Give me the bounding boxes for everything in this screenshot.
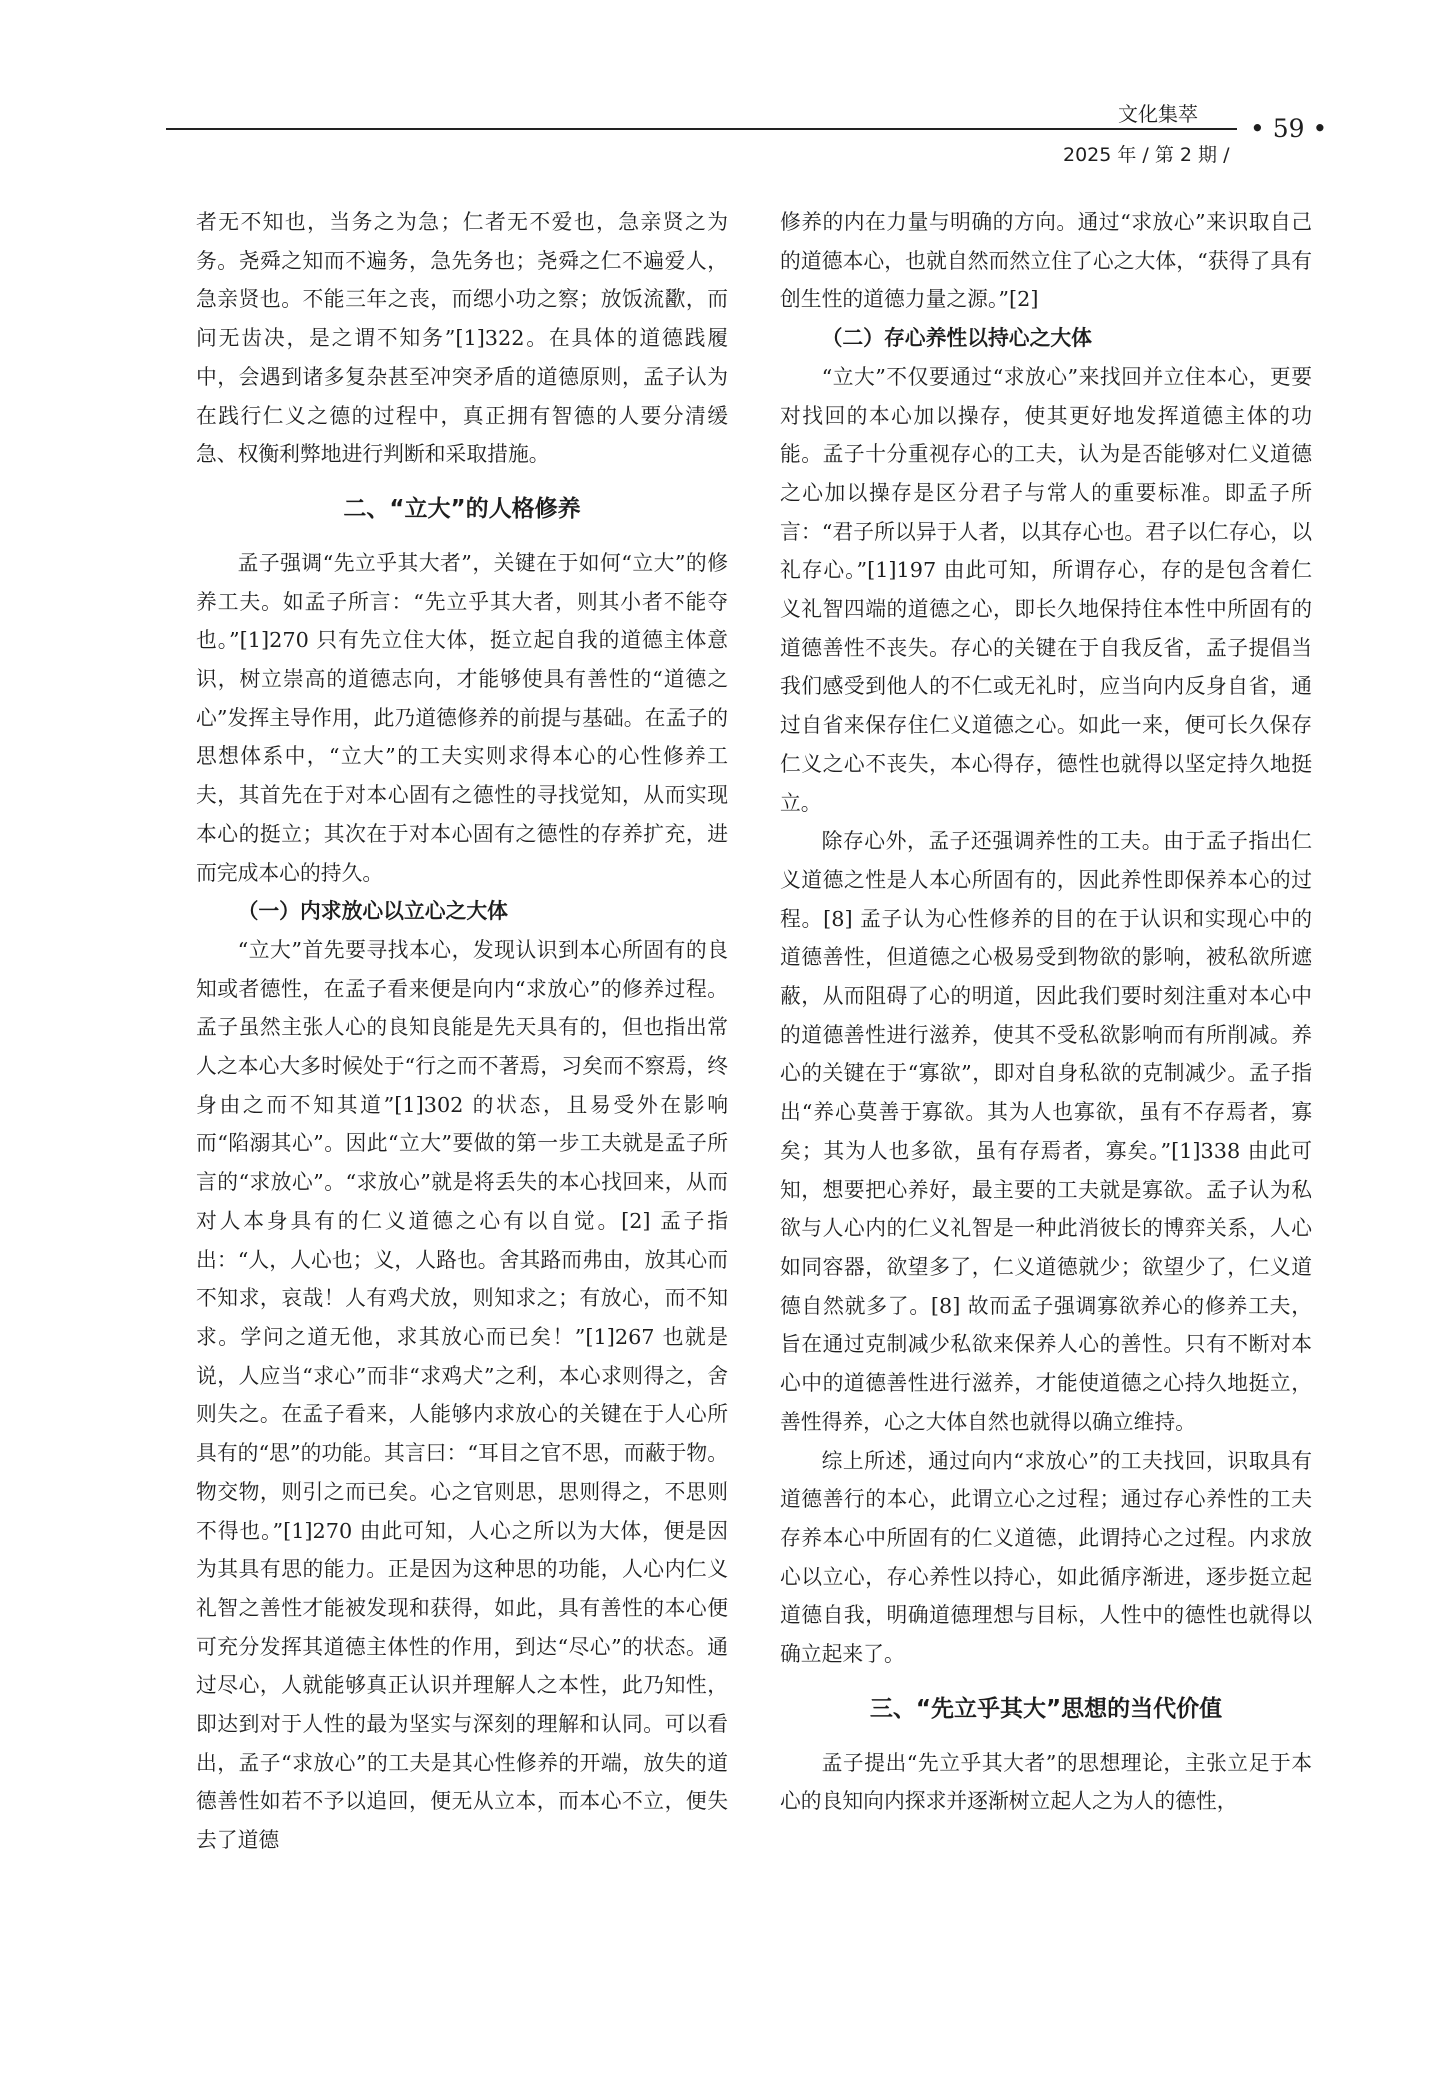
paragraph: 修养的内在力量与明确的方向。通过“求放心”来识取自己的道德本心，也就自然而然立住了心之大体，“获得了具有创生性的道德力量之源。”[2] <box>780 210 1312 312</box>
section-heading: 三、“先立乎其大”思想的当代价值 <box>869 1695 1223 1722</box>
paragraph: 孟子强调“先立乎其大者”，关键在于如何“立大”的修养工夫。如孟子所言：“先立乎其大者，则其小者不能夺也。”[1]270 只有先立住大体，挺立起自我的道德主体意识，树立崇高的道德志向，才能够使具有善性的“道德之心”发挥主导作用，此乃道德修养的前提与基础。在孟子的思想体系中，“立大”的工夫实则求得本心的心性修养工夫，其首先在于对本心固有之德性的寻找觉知，从而实现本心的挺立；其次在于对本心固有之德性的存养扩充，进而完成本心的持久。 <box>196 550 728 885</box>
right-column <box>780 203 1312 1863</box>
paragraph: 孟子提出“先立乎其大者”的思想理论，主张立足于本心的良知向内探求并逐渐树立起人之为人的德性， <box>780 1750 1312 1814</box>
paragraph: “立大”不仅要通过“求放心”来找回并立住本心，更要对找回的本心加以操存，使其更好地发挥道德主体的功能。孟子十分重视存心的工夫，认为是否能够对仁义道德之心加以操存是区分君子与常人的重要标准。即孟子所言：“君子所以异于人者，以其存心也。君子以仁存心，以礼存心。”[1]197 由此可知，所谓存心，存的是包含着仁义礼智四端的道德之心，即长久地保持住本性中所固有的道德善性不丧失。存心的关键在于自我反省，孟子提倡当我们感受到他人的不仁或无礼时，应当向内反身自省，通过自省来保存住仁义道德之心。如此一来，便可长久保存仁义之心不丧失，本心得存，德性也就得以坚定持久地挺立。 <box>780 364 1312 815</box>
left-column <box>196 203 728 1863</box>
page-number: • 59 • <box>1250 114 1328 143</box>
subsection-heading: （二）存心养性以持心之大体 <box>821 326 1092 351</box>
issue-label: 2025 年 / 第 2 期 / <box>1063 144 1230 166</box>
paragraph: “立大”首先要寻找本心，发现认识到本心所固有的良知或者德性，在孟子看来便是向内“求放心”的修养过程。孟子虽然主张人心的良知良能是先天具有的，但也指出常人之本心大多时候处于“行之而不著焉，习矣而不察焉，终身由之而不知其道”[1]302 的状态，且易受外在影响而“陷溺其心”。因此“立大”要做的第一步工夫就是孟子所言的“求放心”。“求放心”就是将丢失的本心找回来，从而对人本身具有的仁义道德之心有以自觉。[2] 孟子指出：“人，人心也；义，人路也。舍其路而弗由，放其心而不知求，哀哉！人有鸡犬放，则知求之；有放心，而不知求。学问之道无他，求其放心而已矣！”[1]267 也就是说，人应当“求心”而非“求鸡犬”之利，本心求则得之，舍则失之。在孟子看来，人能够内求放心的关键在于人心所具有的“思”的功能。其言曰：“耳目之官不思，而蔽于物。物交物，则引之而已矣。心之官则思，思则得之，不思则不得也。”[1]270 由此可知，人心之所以为大体，便是因为其具有思的能力。正是因为这种思的功能，人心内仁义礼智之善性才能被发现和获得，如此，具有善性的本心便可充分发挥其道德主体性的作用，到达“尽心”的状态。通过尽心，人就能够真正认识并理解人之本性，此乃知性，即达到对于人性的最为坚实与深刻的理解和认同。可以看出，孟子“求放心”的工夫是其心性修养的开端，放失的道德善性如若不予以追回，便无从立本，而本心不立，便失去了道德 <box>196 937 728 1853</box>
section-heading: 二、“立大”的人格修养 <box>343 495 581 522</box>
header-rule <box>166 128 1237 130</box>
subsection-heading: （一）内求放心以立心之大体 <box>237 899 508 924</box>
paragraph: 综上所述，通过向内“求放心”的工夫找回，识取具有道德善行的本心，此谓立心之过程；通过存心养性的工夫存养本心中所固有的仁义道德，此谓持心之过程。内求放心以立心，存心养性以持心，如此循序渐进，逐步挺立起道德自我，明确道德理想与目标，人性中的德性也就得以确立起来了。 <box>780 1448 1312 1667</box>
paragraph: 者无不知也，当务之为急；仁者无不爱也，急亲贤之为务。尧舜之知而不遍务，急先务也；尧舜之仁不遍爱人，急亲贤也。不能三年之丧，而缌小功之察；放饭流歠，而问无齿决，是之谓不知务”[1]322。在具体的道德践履中，会遇到诸多复杂甚至冲突矛盾的道德原则，孟子认为在践行仁义之德的过程中，真正拥有智德的人要分清缓急、权衡利弊地进行判断和采取措施。 <box>196 210 728 467</box>
section-label: 文化集萃 <box>1118 102 1198 126</box>
paragraph: 除存心外，孟子还强调养性的工夫。由于孟子指出仁义道德之性是人本心所固有的，因此养性即保养本心的过程。[8] 孟子认为心性修养的目的在于认识和实现心中的道德善性，但道德之心极易受到物欲的影响，被私欲所遮蔽，从而阻碍了心的明道，因此我们要时刻注重对本心中的道德善性进行滋养，使其不受私欲影响而有所削减。养心的关键在于“寡欲”，即对自身私欲的克制减少。孟子指出“养心莫善于寡欲。其为人也寡欲，虽有不存焉者，寡矣；其为人也多欲，虽有存焉者，寡矣。”[1]338 由此可知，想要把心养好，最主要的工夫就是寡欲。孟子认为私欲与人心内的仁义礼智是一种此消彼长的博弈关系，人心如同容器，欲望多了，仁义道德就少；欲望少了，仁义道德自然就多了。[8] 故而孟子强调寡欲养心的修养工夫，旨在通过克制减少私欲来保养人心的善性。只有不断对本心中的道德善性进行滋养，才能使道德之心持久地挺立，善性得养，心之大体自然也就得以确立维持。 <box>780 829 1312 1434</box>
